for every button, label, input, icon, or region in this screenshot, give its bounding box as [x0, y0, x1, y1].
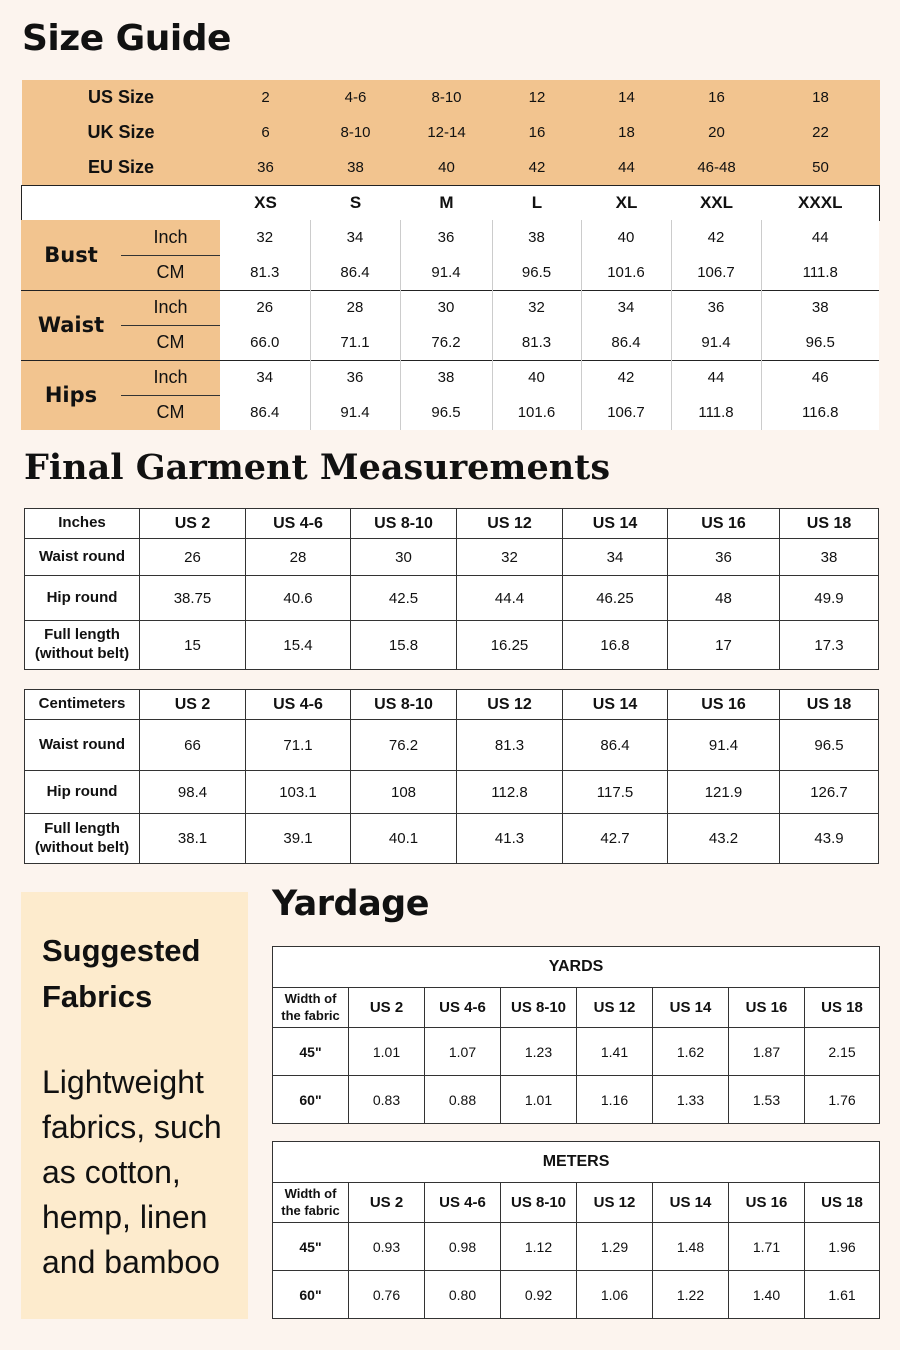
inches-header: Inches	[25, 509, 140, 539]
size-header: US 8-10	[351, 509, 457, 539]
value-cell: 112.8	[457, 771, 563, 814]
row-label: 45"	[273, 1028, 349, 1076]
measurement-value: 111.8	[761, 255, 879, 290]
value-cell: 1.06	[577, 1271, 653, 1319]
value-cell: 1.53	[729, 1076, 805, 1124]
size-header: US 12	[457, 509, 563, 539]
row-label: Hip round	[25, 771, 140, 814]
table-row	[273, 1271, 880, 1319]
size-header: US 8-10	[501, 988, 577, 1028]
measurement-value: 36	[400, 220, 492, 255]
value-cell: 42.5	[351, 576, 457, 621]
eu-size-cell: 36	[257, 159, 274, 176]
us-size-cell: 2	[261, 89, 270, 106]
measurement-row	[21, 395, 879, 430]
value-cell: 1.22	[653, 1271, 729, 1319]
value-cell: 39.1	[246, 814, 351, 864]
eu-size-cell: 38	[347, 159, 364, 176]
suggested-fabrics-panel	[21, 892, 248, 1319]
measurement-value: 34	[220, 360, 310, 395]
uk-size-cell: 20	[708, 124, 725, 141]
size-header: US 14	[563, 509, 668, 539]
letter-size-cell: XXL	[672, 186, 762, 221]
measurement-row	[21, 290, 879, 325]
table-row	[273, 1076, 880, 1124]
value-cell: 0.80	[425, 1271, 501, 1319]
garment-title: Final Garment Measurements	[24, 447, 611, 488]
eu-size-cell: 46-48	[697, 159, 736, 176]
us-size-cell: 14	[618, 89, 635, 106]
value-cell: 96.5	[780, 720, 879, 771]
size-header: US 12	[577, 1183, 653, 1223]
measurement-value: 66.0	[220, 325, 310, 360]
size-header: US 16	[729, 988, 805, 1028]
row-label: 60"	[273, 1271, 349, 1319]
measurement-group-label: Waist	[21, 290, 121, 360]
size-header: US 12	[457, 690, 563, 720]
value-cell: 40.1	[351, 814, 457, 864]
unit-label: Inch	[121, 220, 220, 255]
measurement-value: 42	[581, 360, 671, 395]
measurement-value: 86.4	[220, 395, 310, 430]
size-header: US 2	[140, 509, 246, 539]
value-cell: 46.25	[563, 576, 668, 621]
value-cell: 1.07	[425, 1028, 501, 1076]
measurement-value: 38	[400, 360, 492, 395]
width-of-fabric-label	[273, 988, 349, 1028]
value-cell: 1.16	[577, 1076, 653, 1124]
size-header: US 14	[653, 1183, 729, 1223]
value-cell: 71.1	[246, 720, 351, 771]
size-header: US 18	[780, 690, 879, 720]
yardage-header-row	[273, 988, 880, 1028]
value-cell: 38.1	[140, 814, 246, 864]
yards-caption: YARDS	[273, 947, 880, 988]
measurement-value: 76.2	[400, 325, 492, 360]
value-cell: 1.33	[653, 1076, 729, 1124]
measurement-value: 101.6	[492, 395, 581, 430]
size-header: US 2	[349, 988, 425, 1028]
value-cell: 1.01	[501, 1076, 577, 1124]
value-cell: 0.93	[349, 1223, 425, 1271]
yardage-title: Yardage	[272, 884, 429, 924]
size-header: US 2	[140, 690, 246, 720]
width-of-fabric-label	[273, 1183, 349, 1223]
table-row	[25, 720, 879, 771]
measurement-value: 30	[400, 290, 492, 325]
letter-size-cell: XS	[221, 186, 311, 221]
garment-inches-table	[24, 508, 879, 670]
measurement-row	[21, 360, 879, 395]
value-cell: 1.61	[805, 1271, 880, 1319]
size-header: US 2	[349, 1183, 425, 1223]
measurement-value: 44	[671, 360, 761, 395]
eu-size-cell: 50	[812, 159, 829, 176]
uk-size-label: UK Size	[87, 122, 155, 142]
size-header: US 4-6	[425, 1183, 501, 1223]
value-cell: 1.23	[501, 1028, 577, 1076]
value-cell: 0.92	[501, 1271, 577, 1319]
unit-label: Inch	[121, 290, 220, 325]
row-label-line2: (without belt)	[34, 838, 130, 856]
value-cell: 86.4	[563, 720, 668, 771]
size-header: US 4-6	[425, 988, 501, 1028]
size-header: US 8-10	[351, 690, 457, 720]
unit-label: CM	[121, 325, 220, 360]
size-header: US 14	[563, 690, 668, 720]
width-label-line2: the fabric	[281, 1202, 340, 1218]
value-cell: 1.87	[729, 1028, 805, 1076]
size-header: US 12	[577, 988, 653, 1028]
measurement-value: 26	[220, 290, 310, 325]
letter-size-cell: S	[311, 186, 401, 221]
measurement-value: 34	[581, 290, 671, 325]
us-size-row	[22, 80, 880, 115]
uk-size-cell: 18	[618, 124, 635, 141]
garment-header-row	[25, 509, 879, 539]
measurement-value: 116.8	[761, 395, 879, 430]
uk-size-cell: 16	[528, 124, 546, 141]
eu-size-cell: 40	[438, 159, 455, 176]
measurement-value: 91.4	[671, 325, 761, 360]
value-cell: 42.7	[563, 814, 668, 864]
us-size-cell: 8-10	[431, 89, 462, 106]
measurement-value: 44	[761, 220, 879, 255]
width-label-line1: Width of	[284, 1186, 337, 1202]
measurement-value: 32	[492, 290, 581, 325]
value-cell: 1.48	[653, 1223, 729, 1271]
size-header: US 16	[668, 690, 780, 720]
value-cell: 16.8	[563, 621, 668, 670]
row-label: Waist round	[25, 720, 140, 771]
us-size-label: US Size	[87, 87, 155, 107]
letter-size-cell: L	[493, 186, 582, 221]
value-cell: 81.3	[457, 720, 563, 771]
measurement-value: 40	[581, 220, 671, 255]
measurement-value: 38	[492, 220, 581, 255]
value-cell: 43.9	[780, 814, 879, 864]
eu-size-row	[22, 150, 880, 186]
value-cell: 41.3	[457, 814, 563, 864]
letter-size-cell: M	[401, 186, 493, 221]
measurement-value: 106.7	[581, 395, 671, 430]
value-cell: 76.2	[351, 720, 457, 771]
letter-size-blank	[22, 186, 221, 221]
unit-label: CM	[121, 395, 220, 430]
us-size-cell: 4-6	[344, 89, 367, 106]
measurement-value: 71.1	[310, 325, 400, 360]
meters-table	[272, 1141, 880, 1319]
letter-size-cell: XXXL	[762, 186, 880, 221]
value-cell: 34	[563, 539, 668, 576]
value-cell: 38.75	[140, 576, 246, 621]
measurement-value: 86.4	[581, 325, 671, 360]
row-label: Waist round	[25, 539, 140, 576]
value-cell: 0.88	[425, 1076, 501, 1124]
measurement-row	[21, 255, 879, 290]
measurement-value: 81.3	[492, 325, 581, 360]
value-cell: 117.5	[563, 771, 668, 814]
table-row	[25, 771, 879, 814]
value-cell: 0.98	[425, 1223, 501, 1271]
value-cell: 26	[140, 539, 246, 576]
unit-label: CM	[121, 255, 220, 290]
value-cell: 1.01	[349, 1028, 425, 1076]
yardage-header-row	[273, 1183, 880, 1223]
size-header: US 16	[729, 1183, 805, 1223]
size-guide-table	[21, 80, 880, 221]
us-size-cell: 18	[812, 89, 829, 106]
measurement-value: 96.5	[400, 395, 492, 430]
measurement-value: 96.5	[492, 255, 581, 290]
size-guide-title: Size Guide	[22, 18, 231, 59]
measurement-value: 101.6	[581, 255, 671, 290]
value-cell: 108	[351, 771, 457, 814]
meters-caption: METERS	[273, 1142, 880, 1183]
value-cell: 0.83	[349, 1076, 425, 1124]
row-label: Hip round	[25, 576, 140, 621]
value-cell: 126.7	[780, 771, 879, 814]
eu-size-label: EU Size	[87, 157, 155, 177]
suggested-fabrics-title: Suggested Fabrics	[42, 933, 201, 1014]
measurement-value: 38	[761, 290, 879, 325]
eu-size-cell: 42	[528, 159, 546, 176]
measurement-value: 32	[220, 220, 310, 255]
row-label-line1: Full length	[44, 819, 120, 837]
value-cell: 36	[668, 539, 780, 576]
value-cell: 121.9	[668, 771, 780, 814]
value-cell: 15	[140, 621, 246, 670]
value-cell: 1.41	[577, 1028, 653, 1076]
unit-label: Inch	[121, 360, 220, 395]
yards-table	[272, 946, 880, 1124]
eu-size-cell: 44	[618, 159, 635, 176]
value-cell: 2.15	[805, 1028, 880, 1076]
uk-size-cell: 12-14	[427, 124, 466, 141]
value-cell: 44.4	[457, 576, 563, 621]
table-row	[25, 814, 879, 864]
size-header: US 4-6	[246, 690, 351, 720]
value-cell: 48	[668, 576, 780, 621]
value-cell: 1.40	[729, 1271, 805, 1319]
size-header: US 14	[653, 988, 729, 1028]
caption-row	[273, 947, 880, 988]
value-cell: 40.6	[246, 576, 351, 621]
value-cell: 1.29	[577, 1223, 653, 1271]
size-header: US 8-10	[501, 1183, 577, 1223]
value-cell: 1.96	[805, 1223, 880, 1271]
value-cell: 38	[780, 539, 879, 576]
width-label-line1: Width of	[284, 991, 337, 1007]
size-header: US 16	[668, 509, 780, 539]
letter-size-row	[22, 186, 880, 221]
value-cell: 1.71	[729, 1223, 805, 1271]
value-cell: 91.4	[668, 720, 780, 771]
uk-size-row	[22, 115, 880, 150]
value-cell: 30	[351, 539, 457, 576]
value-cell: 28	[246, 539, 351, 576]
size-header: US 18	[780, 509, 879, 539]
value-cell: 1.76	[805, 1076, 880, 1124]
measurement-value: 96.5	[761, 325, 879, 360]
measurement-value: 40	[492, 360, 581, 395]
garment-header-row	[25, 690, 879, 720]
value-cell: 15.8	[351, 621, 457, 670]
centimeters-header: Centimeters	[25, 690, 140, 720]
measurement-value: 106.7	[671, 255, 761, 290]
value-cell: 66	[140, 720, 246, 771]
value-cell: 0.76	[349, 1271, 425, 1319]
us-size-cell: 16	[708, 89, 725, 106]
value-cell: 17.3	[780, 621, 879, 670]
body-measurement-table	[21, 220, 879, 430]
caption-row	[273, 1142, 880, 1183]
value-cell: 103.1	[246, 771, 351, 814]
size-header: US 18	[805, 1183, 880, 1223]
letter-size-cell: XL	[582, 186, 672, 221]
measurement-value: 46	[761, 360, 879, 395]
measurement-row	[21, 325, 879, 360]
measurement-value: 111.8	[671, 395, 761, 430]
width-label-line2: the fabric	[281, 1007, 340, 1023]
value-cell: 1.62	[653, 1028, 729, 1076]
value-cell: 43.2	[668, 814, 780, 864]
suggested-fabrics-text: Lightweight fabrics, such as cotton, hemp, linen and bamboo	[42, 1064, 222, 1280]
measurement-value: 91.4	[310, 395, 400, 430]
table-row	[273, 1223, 880, 1271]
row-label-line2: (without belt)	[34, 645, 130, 662]
table-row	[25, 576, 879, 621]
measurement-value: 86.4	[310, 255, 400, 290]
uk-size-cell: 8-10	[340, 124, 371, 141]
row-label: 60"	[273, 1076, 349, 1124]
measurement-value: 81.3	[220, 255, 310, 290]
measurement-value: 91.4	[400, 255, 492, 290]
value-cell: 49.9	[780, 576, 879, 621]
measurement-value: 42	[671, 220, 761, 255]
measurement-group-label: Bust	[21, 220, 121, 290]
row-label-line1: Full length	[44, 626, 120, 644]
measurement-value: 36	[671, 290, 761, 325]
row-label: 45"	[273, 1223, 349, 1271]
row-label	[25, 814, 140, 864]
value-cell: 17	[668, 621, 780, 670]
garment-cm-table	[24, 689, 879, 864]
table-row	[25, 621, 879, 670]
size-header: US 4-6	[246, 509, 351, 539]
measurement-row	[21, 220, 879, 255]
size-header: US 18	[805, 988, 880, 1028]
us-size-cell: 12	[528, 89, 546, 106]
uk-size-cell: 22	[812, 124, 829, 141]
value-cell: 32	[457, 539, 563, 576]
value-cell: 16.25	[457, 621, 563, 670]
row-label	[25, 621, 140, 670]
uk-size-cell: 6	[261, 124, 270, 141]
measurement-value: 36	[310, 360, 400, 395]
value-cell: 15.4	[246, 621, 351, 670]
value-cell: 98.4	[140, 771, 246, 814]
table-row	[273, 1028, 880, 1076]
measurement-group-label: Hips	[21, 360, 121, 430]
measurement-value: 34	[310, 220, 400, 255]
table-row	[25, 539, 879, 576]
measurement-value: 28	[310, 290, 400, 325]
value-cell: 1.12	[501, 1223, 577, 1271]
